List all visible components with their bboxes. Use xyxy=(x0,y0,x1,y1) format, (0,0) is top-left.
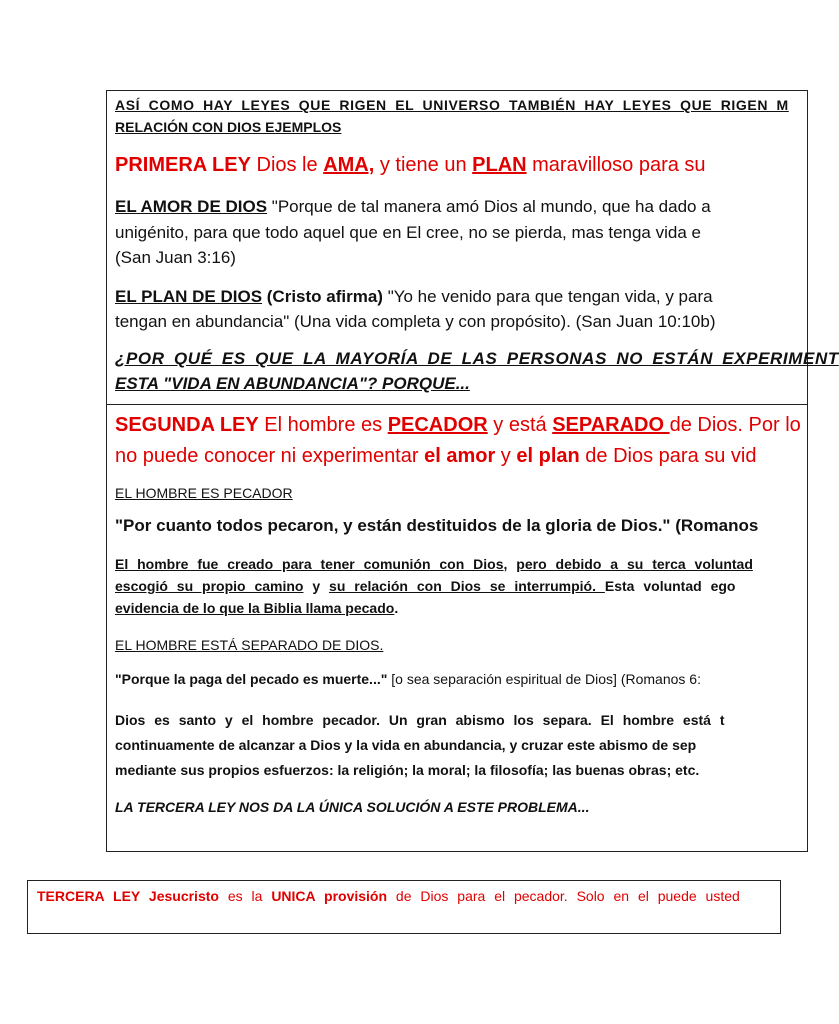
third-law-section xyxy=(27,880,781,934)
separated-paragraph-line-2: continuamente de alcanzar a Dios y la vida en abundancia, y cruzar este abismo de sep xyxy=(115,737,697,753)
question-line-2: ESTA "VIDA EN ABUNDANCIA"? PORQUE... xyxy=(115,374,470,393)
intro-line-1: ASÍ COMO HAY LEYES QUE RIGEN EL UNIVERSO TAMBIÉN HAY LEYES QUE RIGEN M xyxy=(115,97,789,113)
third-law-teaser: LA TERCERA LEY NOS DA LA ÚNICA SOLUCIÓN A ESTE PROBLEMA... xyxy=(115,799,590,815)
first-law-section xyxy=(106,90,839,405)
sinner-heading: EL HOMBRE ES PECADOR xyxy=(115,485,293,501)
god-love-line-2: unigénito, para que todo aquel que en El cree, no se pierda, mas tenga vida e xyxy=(115,223,701,242)
sinner-paragraph-line-2: escogió su propio camino y su relación con Dios se interrumpió. Esta voluntad ego xyxy=(115,578,736,594)
second-law-section xyxy=(106,404,808,852)
first-law-title: PRIMERA LEY Dios le AMA, y tiene un PLAN maravilloso para su xyxy=(115,154,706,176)
sinner-quote: "Por cuanto todos pecaron, y están destituidos de la gloria de Dios." (Romanos xyxy=(115,516,759,535)
separated-quote: "Porque la paga del pecado es muerte..." [o sea separación espiritual de Dios] (Romanos 6: xyxy=(115,671,701,687)
god-plan-heading: EL PLAN DE DIOS xyxy=(115,287,263,306)
intro-line-2: RELACIÓN CON DIOS EJEMPLOS xyxy=(115,119,342,135)
pecador-word: PECADOR xyxy=(387,414,488,436)
separated-paragraph-line-1: Dios es santo y el hombre pecador. Un gran abismo los separa. El hombre está t xyxy=(115,712,725,728)
god-love-line-3: (San Juan 3:16) xyxy=(115,248,236,267)
second-law-line-2: no puede conocer ni experimentar el amor y el plan de Dios para su vid xyxy=(115,445,757,467)
second-law-label: SEGUNDA LEY xyxy=(115,414,259,436)
plan-word: PLAN xyxy=(472,154,527,176)
god-plan-line-2: tengan en abundancia" (Una vida completa y con propósito). (San Juan 10:10b) xyxy=(115,312,716,331)
separated-paragraph-line-3: mediante sus propios esfuerzos: la religión; la moral; la filosofía; las buenas obras; etc. xyxy=(115,762,700,778)
sinner-paragraph-line-1: El hombre fue creado para tener comunión con Dios, pero debido a su terca voluntad xyxy=(115,556,753,572)
third-law-line: TERCERA LEY Jesucristo es la UNICA provisión de Dios para el pecador. Solo en el puede usted xyxy=(37,888,740,904)
question-line-1: ¿POR QUÉ ES QUE LA MAYORÍA DE LAS PERSONAS NO ESTÁN EXPERIMENT xyxy=(115,349,839,368)
ama-word: AMA, xyxy=(323,154,375,176)
god-love-line-1: EL AMOR DE DIOS "Porque de tal manera amó Dios al mundo, que ha dado a xyxy=(115,197,711,216)
separated-heading: EL HOMBRE ESTÁ SEPARADO DE DIOS. xyxy=(115,637,384,653)
sinner-paragraph-line-3: evidencia de lo que la Biblia llama pecado. xyxy=(115,600,399,616)
separado-word: SEPARADO xyxy=(552,414,670,436)
first-law-label: PRIMERA LEY xyxy=(115,154,251,176)
god-plan-line-1: EL PLAN DE DIOS (Cristo afirma) "Yo he venido para que tengan vida, y para xyxy=(115,287,713,306)
second-law-title: SEGUNDA LEY El hombre es PECADOR y está SEPARADO de Dios. Por lo xyxy=(115,414,801,436)
third-law-label: TERCERA LEY xyxy=(37,888,141,904)
god-love-heading: EL AMOR DE DIOS xyxy=(115,197,268,216)
